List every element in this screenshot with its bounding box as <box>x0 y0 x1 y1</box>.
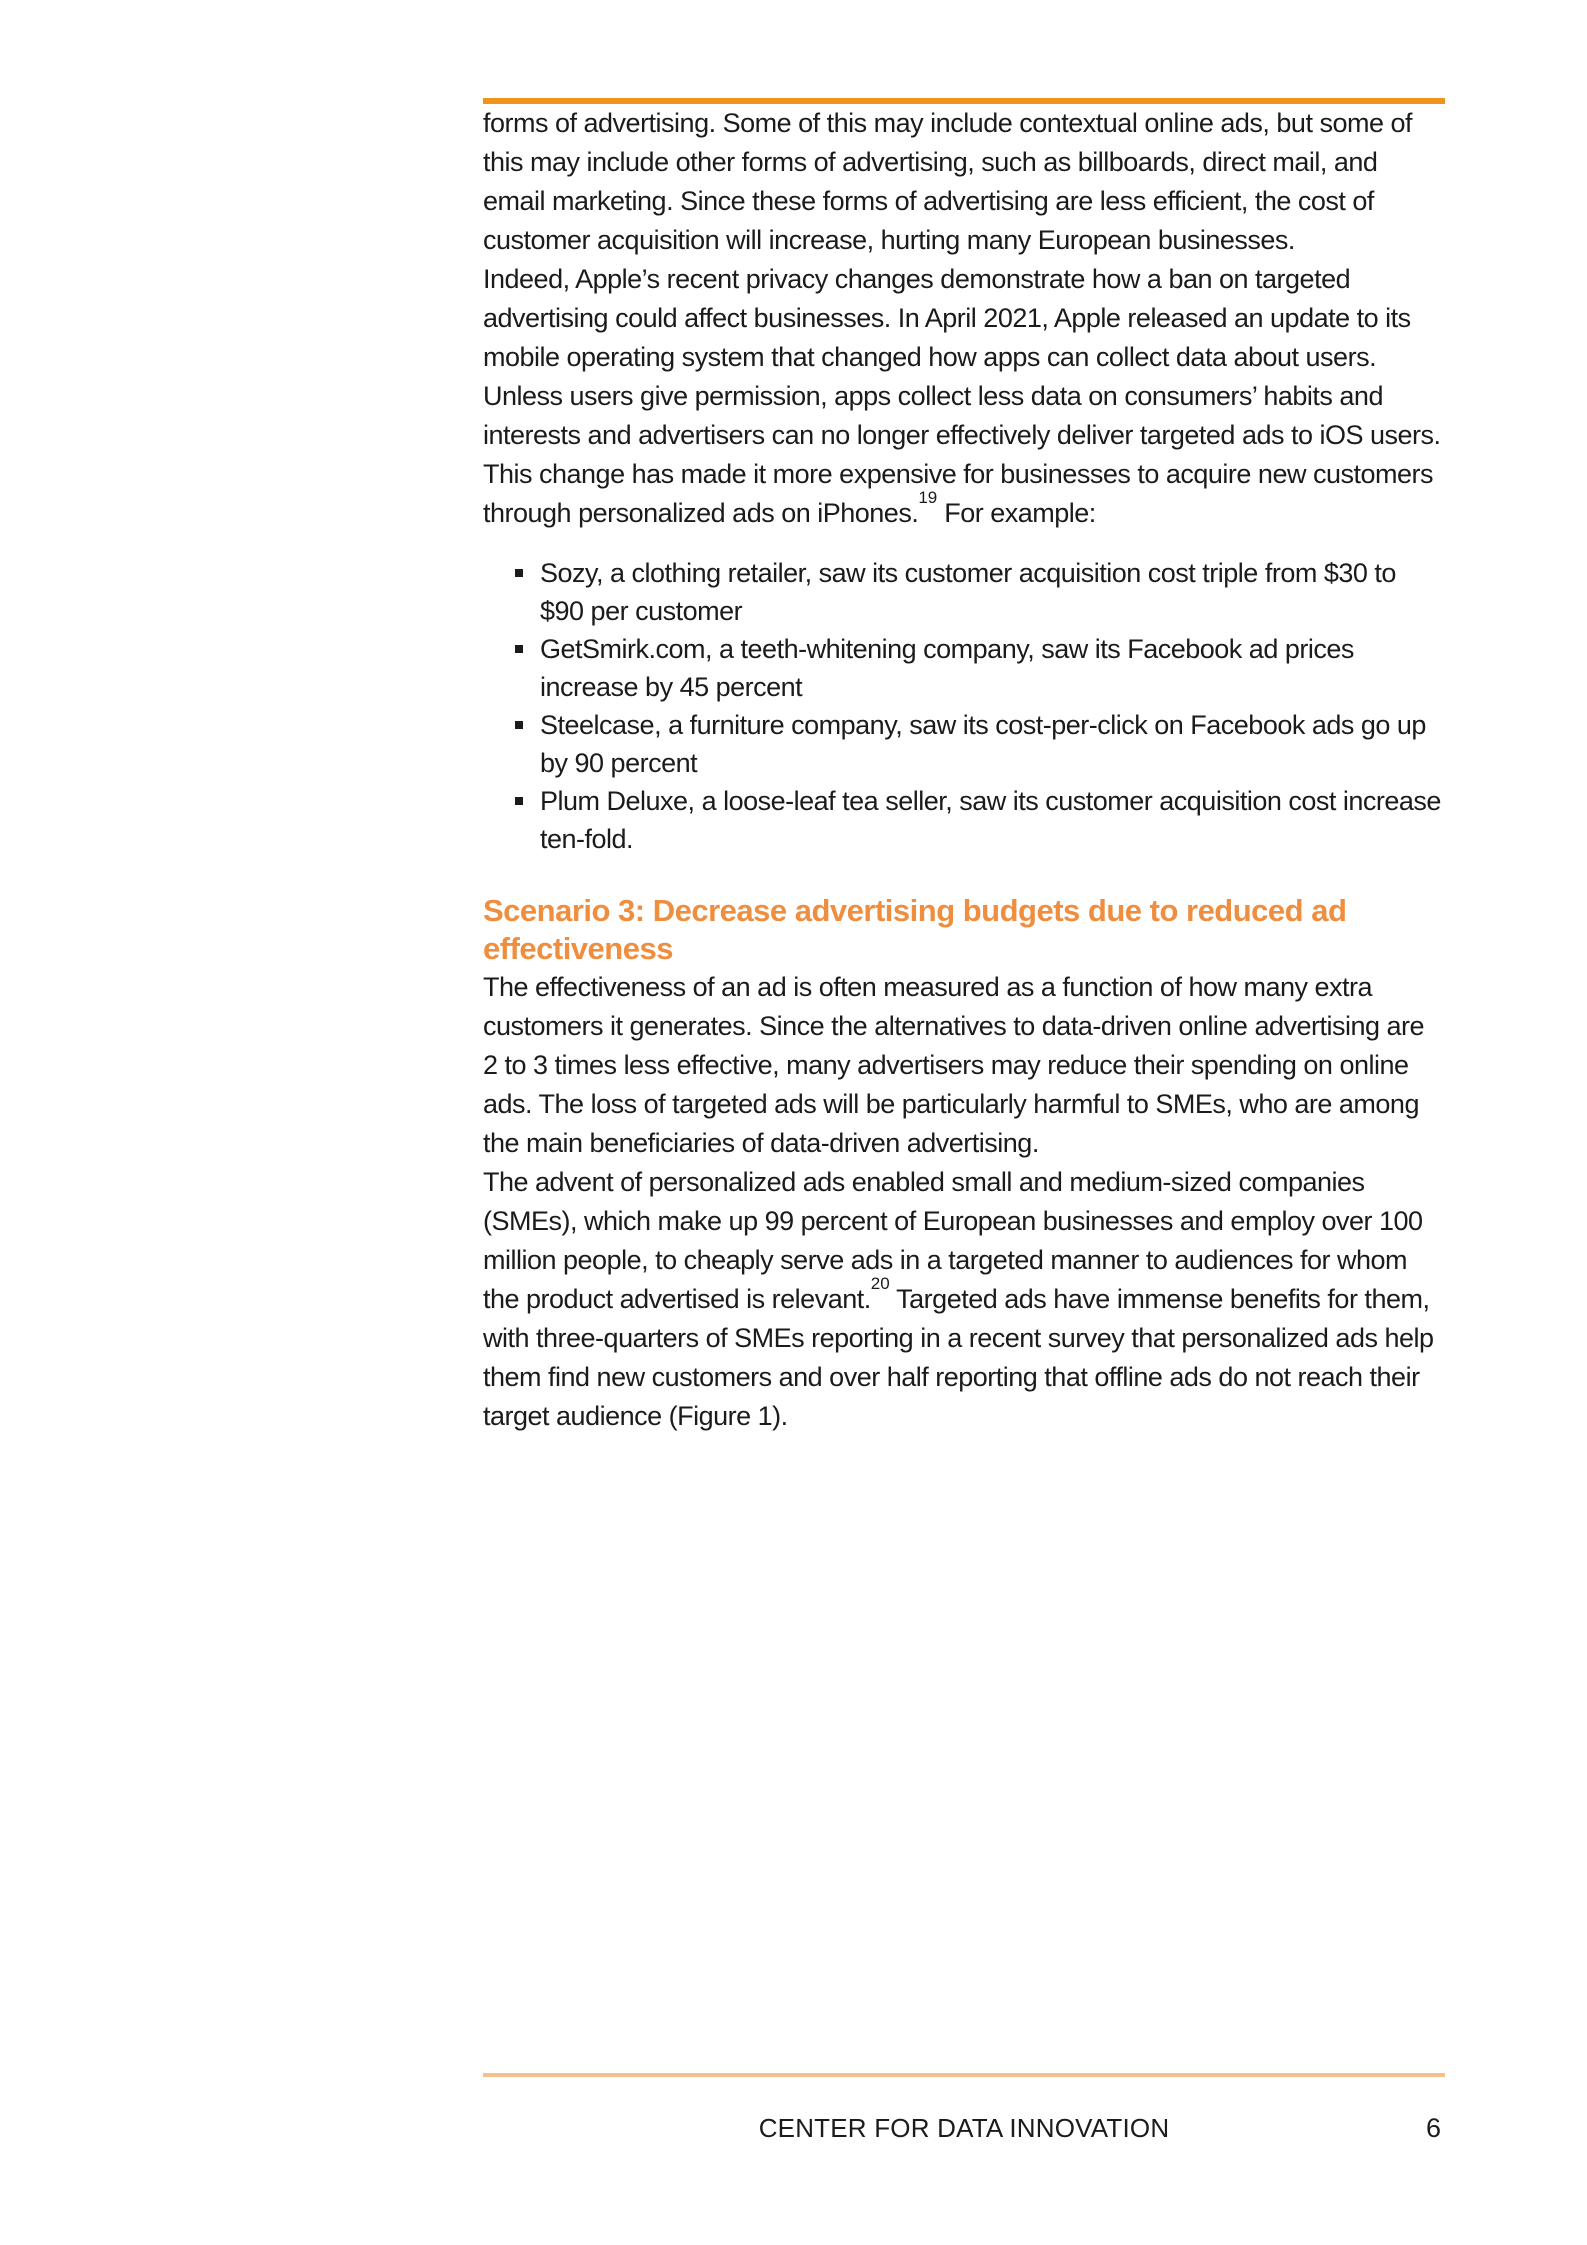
bullet-text: GetSmirk.com, a teeth-whitening company, saw its Facebook ad prices increase by 45 percent <box>540 634 1354 702</box>
paragraph-ad-effectiveness: The effectiveness of an ad is often measured as a function of how many extra customers it generates. Since the alternatives to data-driven online advertising are 2 to 3 times less effective, many advertisers may reduce their spending on online ads. The loss of targeted ads will be particularly harmful to SMEs, who are among the main beneficiaries of data-driven advertising. <box>483 972 1425 1158</box>
bullet-text: Sozy, a clothing retailer, saw its customer acquisition cost triple from $30 to $90 per customer <box>540 558 1396 626</box>
bullet-square-icon <box>515 569 523 577</box>
example-bullet-list <box>483 554 1445 858</box>
paragraph-smes <box>483 1163 1445 1436</box>
paragraph-text: Targeted ads have immense benefits for them, with three-quarters of SMEs reporting in a recent survey that personalized ads help them find new customers and over half reporting that offline ads do not reach their target audience (Figure 1). <box>483 1284 1434 1431</box>
list-item <box>483 782 1445 858</box>
list-item <box>483 554 1445 630</box>
bullet-square-icon <box>515 797 523 805</box>
list-item <box>483 706 1445 782</box>
page-footer <box>483 2112 1445 2144</box>
paragraph-advertising-forms: forms of advertising. Some of this may include contextual online ads, but some of this may include other forms of advertising, such as billboards, direct mail, and email marketing. Since these forms of advertising are less efficient, the cost of customer acquisition will increase, hurting many European businesses. <box>483 108 1412 255</box>
bullet-text: Steelcase, a furniture company, saw its cost-per-click on Facebook ads go up by 90 percent <box>540 710 1426 778</box>
footnote-ref-19: 19 <box>918 488 938 507</box>
paragraph-apple-privacy <box>483 260 1445 533</box>
bullet-square-icon <box>515 721 523 729</box>
bullet-text: Plum Deluxe, a loose-leaf tea seller, saw its customer acquisition cost increase ten-fold. <box>540 786 1441 854</box>
footnote-ref-20: 20 <box>870 1274 890 1293</box>
bullet-square-icon <box>515 645 523 653</box>
text-column <box>483 0 1445 1436</box>
page-number: 6 <box>1425 2113 1441 2143</box>
footer-organization: CENTER FOR DATA INNOVATION <box>758 2113 1170 2143</box>
paragraph-text: The advent of personalized ads enabled small and medium-sized companies (SMEs), which make up 99 percent of European businesses and employ over 100 million people, to cheaply serve ads in a targeted manner to audiences for whom the product advertised is relevant. <box>483 1167 1423 1314</box>
paragraph-text: For example: <box>937 498 1096 528</box>
paragraph-text: Indeed, Apple’s recent privacy changes demonstrate how a ban on targeted advertising could affect businesses. In April 2021, Apple released an update to its mobile operating system that changed how apps can collect data about users. Unless users give permission, apps collect less data on consumers’ habits and interests and advertisers can no longer effectively deliver targeted ads to iOS users. This change has made it more expensive for businesses to acquire new customers through personalized ads on iPhones. <box>483 264 1441 528</box>
list-item <box>483 630 1445 706</box>
scenario-3-heading: Scenario 3: Decrease advertising budgets due to reduced ad effectiveness <box>483 893 1347 966</box>
footer-accent-rule <box>483 2073 1445 2077</box>
